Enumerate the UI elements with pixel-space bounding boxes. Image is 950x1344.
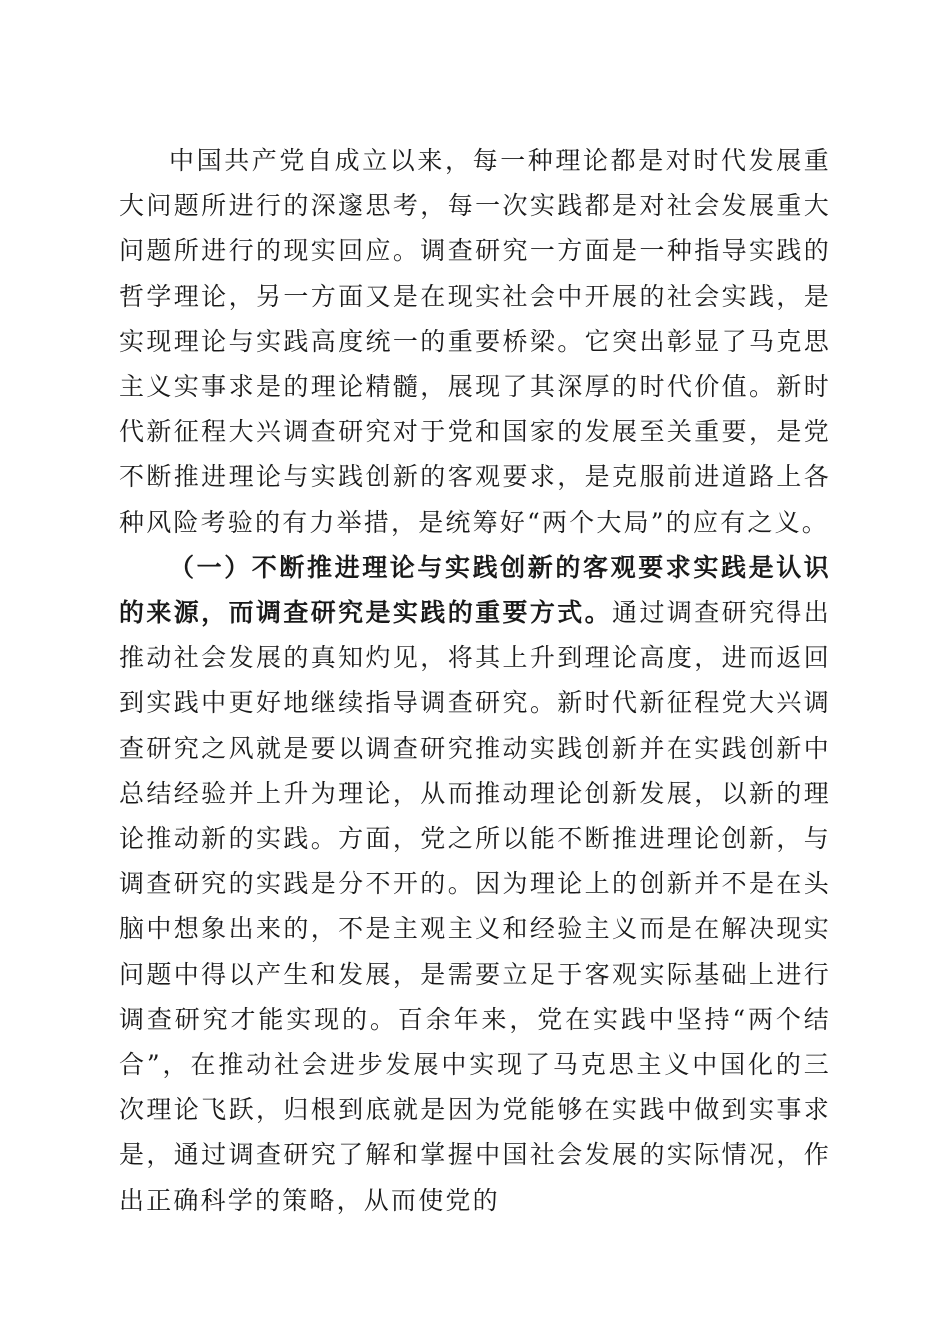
document-body	[119, 138, 831, 1223]
section-heading: （一）不断推进理论与实践创新的客观要求实践是认识的来源，而调查研究是实践的重要方式。	[119, 552, 831, 628]
paragraph-intro	[119, 138, 831, 545]
section-body-text: 通过调查研究得出推动社会发展的真知灼见，将其上升到理论高度，进而返回到实践中更好地继续指导调查研究。新时代新征程党大兴调查研究之风就是要以调查研究推动实践创新并在实践创新中总结经验并上升为理论，从而推动理论创新发展，以新的理论推动新的实践。方面，党之所以能不断推进理论创新，与调查研究的实践是分不开的。因为理论上的创新并不是在头脑中想象出来的，不是主观主义和经验主义而是在解决现实问题中得以产生和发展，是需要立足于客观实际基础上进行调查研究才能实现的。百余年来，党在实践中坚持“两个结合”，在推动社会进步发展中实现了马克思主义中国化的三次理论飞跃，归根到底就是因为党能够在实践中做到实事求是，通过调查研究了解和掌握中国社会发展的实际情况，作出正确科学的策略，从而使党的	[119, 598, 831, 1215]
paragraph-intro-text: 中国共产党自成立以来，每一种理论都是对时代发展重大问题所进行的深邃思考，每一次实践都是对社会发展重大问题所进行的现实回应。调查研究一方面是一种指导实践的哲学理论，另一方面又是在现实社会中开展的社会实践，是实现理论与实践高度统一的重要桥梁。它突出彰显了马克思主义实事求是的理论精髓，展现了其深厚的时代价值。新时代新征程大兴调查研究对于党和国家的发展至关重要，是党不断推进理论与实践创新的客观要求，是克服前进道路上各种风险考验的有力举措，是统筹好“两个大局”的应有之义。	[119, 146, 831, 537]
paragraph-section-1	[119, 545, 831, 1223]
